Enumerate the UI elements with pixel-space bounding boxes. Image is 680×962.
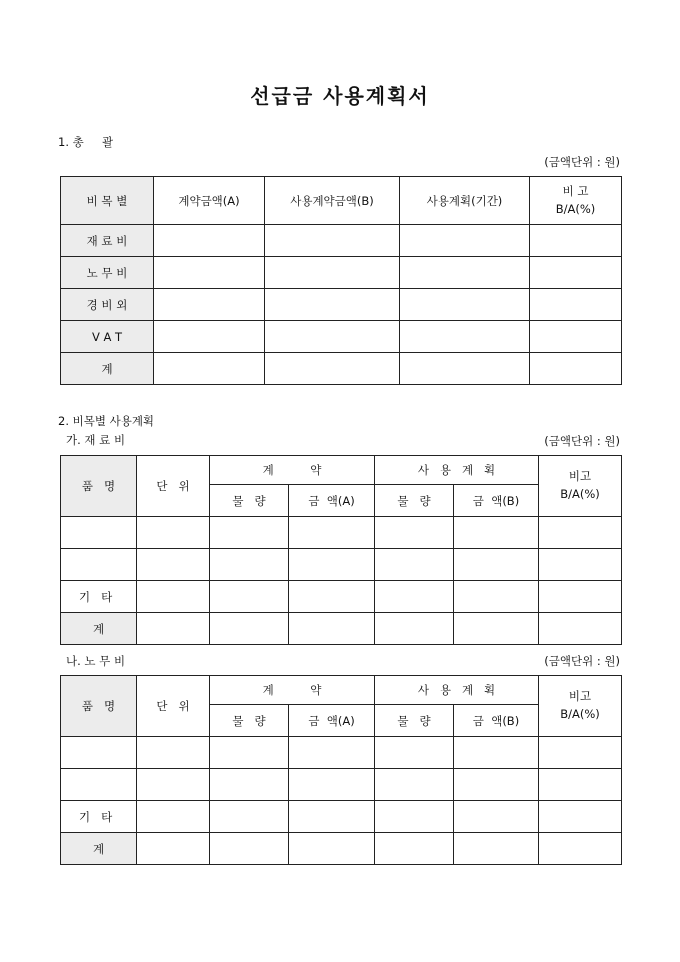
table-row: [61, 549, 622, 581]
table-cell[interactable]: [61, 769, 137, 801]
table-cell[interactable]: [530, 353, 622, 385]
table-row: [61, 225, 622, 257]
header-remark: 비고 B/A(%): [539, 456, 622, 517]
table-cell[interactable]: [454, 613, 539, 645]
table-cell[interactable]: [454, 737, 539, 769]
table-cell[interactable]: [137, 549, 210, 581]
table-cell[interactable]: [61, 737, 137, 769]
table-cell[interactable]: [530, 289, 622, 321]
table-cell[interactable]: [154, 257, 265, 289]
table-cell[interactable]: [539, 737, 622, 769]
header-usage-plan: 사 용 계 획: [375, 676, 539, 705]
table-cell[interactable]: [265, 289, 400, 321]
table-row: [61, 517, 622, 549]
table-cell[interactable]: [375, 517, 454, 549]
header-amount-a: 금 액(A): [289, 705, 375, 737]
table-cell[interactable]: [375, 833, 454, 865]
table-row: [61, 833, 622, 865]
table-cell[interactable]: [539, 613, 622, 645]
table-cell[interactable]: [530, 257, 622, 289]
table-cell[interactable]: [454, 769, 539, 801]
table-cell[interactable]: [289, 517, 375, 549]
table-cell[interactable]: [375, 613, 454, 645]
header-item-name: 품 명: [61, 456, 137, 517]
table-cell[interactable]: [265, 257, 400, 289]
labor-heading: 나. 노 무 비: [66, 654, 126, 668]
table-cell[interactable]: [210, 581, 289, 613]
header-plan-quantity: 물 량: [375, 705, 454, 737]
table-cell[interactable]: [539, 801, 622, 833]
row-label-total: 계: [61, 833, 137, 865]
table-cell[interactable]: [454, 801, 539, 833]
header-category: 비 목 별: [61, 177, 154, 225]
table-cell[interactable]: [454, 549, 539, 581]
table-row: [61, 353, 622, 385]
table-cell[interactable]: [210, 801, 289, 833]
table-row: [61, 257, 622, 289]
table-cell[interactable]: [400, 257, 530, 289]
table-cell[interactable]: [265, 225, 400, 257]
row-label-total: 계: [61, 613, 137, 645]
table-row: [61, 769, 622, 801]
table-cell[interactable]: [289, 549, 375, 581]
row-label-other: 기 타: [61, 581, 137, 613]
header-usage-plan: 사 용 계 획: [375, 456, 539, 485]
materials-unit-label: (금액단위 : 원): [544, 434, 620, 448]
table-cell[interactable]: [454, 833, 539, 865]
row-label-other: 기 타: [61, 801, 137, 833]
table-cell[interactable]: [375, 581, 454, 613]
table-cell[interactable]: [400, 289, 530, 321]
table-cell[interactable]: [61, 549, 137, 581]
table-cell[interactable]: [454, 581, 539, 613]
table-cell[interactable]: [137, 737, 210, 769]
materials-heading: 가. 재 료 비: [66, 433, 126, 447]
row-label-labor: 노 무 비: [61, 257, 154, 289]
table-cell[interactable]: [265, 321, 400, 353]
header-remark: 비고 B/A(%): [539, 676, 622, 737]
table-cell[interactable]: [210, 833, 289, 865]
table-cell[interactable]: [375, 801, 454, 833]
row-label-total: 계: [61, 353, 154, 385]
table-cell[interactable]: [539, 549, 622, 581]
table-cell[interactable]: [539, 769, 622, 801]
table-row: [61, 801, 622, 833]
table-row: [61, 613, 622, 645]
table-cell[interactable]: [154, 225, 265, 257]
table-cell[interactable]: [454, 517, 539, 549]
summary-table: [60, 176, 622, 385]
table-cell[interactable]: [530, 225, 622, 257]
table-cell[interactable]: [154, 289, 265, 321]
header-amount-a: 금 액(A): [289, 485, 375, 517]
table-cell[interactable]: [400, 321, 530, 353]
table-cell[interactable]: [289, 801, 375, 833]
table-cell[interactable]: [400, 225, 530, 257]
table-cell[interactable]: [289, 833, 375, 865]
row-label-materials: 재 료 비: [61, 225, 154, 257]
table-cell[interactable]: [210, 517, 289, 549]
header-item-name: 품 명: [61, 676, 137, 737]
table-cell[interactable]: [210, 613, 289, 645]
table-cell[interactable]: [210, 549, 289, 581]
row-label-vat: V A T: [61, 321, 154, 353]
table-cell[interactable]: [289, 581, 375, 613]
header-contract-quantity: 물 량: [210, 705, 289, 737]
header-contract-amount: 계약금액(A): [154, 177, 265, 225]
table-cell[interactable]: [539, 833, 622, 865]
table-cell[interactable]: [289, 613, 375, 645]
materials-header-row: [61, 456, 622, 485]
table-cell[interactable]: [210, 737, 289, 769]
table-cell[interactable]: [375, 737, 454, 769]
table-cell[interactable]: [137, 769, 210, 801]
table-cell[interactable]: [137, 613, 210, 645]
header-usage-plan-period: 사용계획(기간): [400, 177, 530, 225]
table-row: [61, 581, 622, 613]
table-cell[interactable]: [265, 353, 400, 385]
header-contract: 계 약: [210, 676, 375, 705]
table-cell[interactable]: [289, 737, 375, 769]
header-used-contract-amount: 사용계약금액(B): [265, 177, 400, 225]
summary-header-row: [61, 177, 622, 225]
header-unit: 단 위: [137, 676, 210, 737]
table-cell[interactable]: [375, 769, 454, 801]
table-cell[interactable]: [539, 581, 622, 613]
labor-header-row: [61, 676, 622, 705]
table-cell[interactable]: [154, 321, 265, 353]
labor-unit-label: (금액단위 : 원): [544, 654, 620, 668]
row-label-expenses: 경 비 외: [61, 289, 154, 321]
labor-table: [60, 675, 622, 865]
document-title: 선급금 사용계획서: [250, 84, 430, 108]
table-cell[interactable]: [137, 517, 210, 549]
materials-table: [60, 455, 622, 645]
section1-unit-label: (금액단위 : 원): [544, 155, 620, 169]
table-cell[interactable]: [61, 517, 137, 549]
table-cell[interactable]: [289, 769, 375, 801]
header-amount-b: 금 액(B): [454, 485, 539, 517]
table-row: [61, 321, 622, 353]
header-plan-quantity: 물 량: [375, 485, 454, 517]
table-row: [61, 737, 622, 769]
header-amount-b: 금 액(B): [454, 705, 539, 737]
header-remark: 비 고 B/A(%): [530, 177, 622, 225]
table-row: [61, 289, 622, 321]
header-contract-quantity: 물 량: [210, 485, 289, 517]
table-cell[interactable]: [137, 801, 210, 833]
section1-heading: 1. 총 괄: [58, 135, 114, 149]
section2-heading: 2. 비목별 사용계획: [58, 414, 155, 428]
table-cell[interactable]: [375, 549, 454, 581]
header-contract: 계 약: [210, 456, 375, 485]
table-cell[interactable]: [137, 833, 210, 865]
table-cell[interactable]: [530, 321, 622, 353]
table-cell[interactable]: [137, 581, 210, 613]
table-cell[interactable]: [154, 353, 265, 385]
header-unit: 단 위: [137, 456, 210, 517]
table-cell[interactable]: [400, 353, 530, 385]
table-cell[interactable]: [210, 769, 289, 801]
table-cell[interactable]: [539, 517, 622, 549]
